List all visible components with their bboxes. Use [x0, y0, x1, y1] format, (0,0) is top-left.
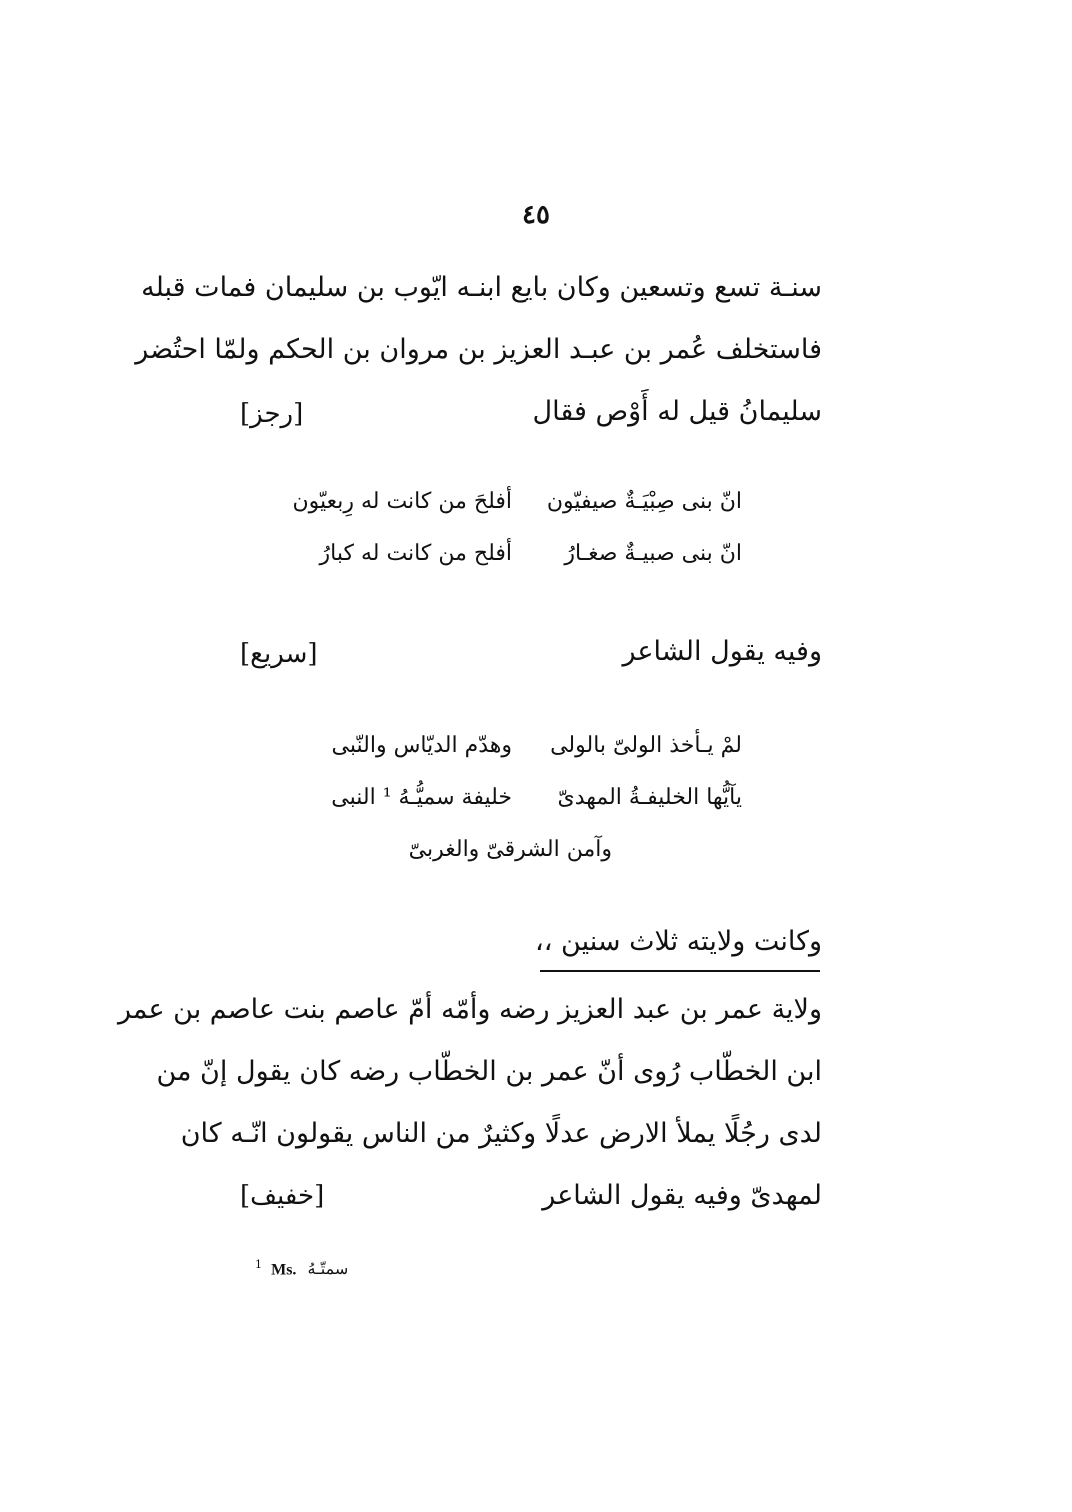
verse-hemistich-second: أفلحَ من كانت له رِبعيّون — [292, 489, 512, 514]
verse-hemistich-first: انّ بنى صبيـةٌ صغـارُ — [564, 541, 742, 566]
verse-hemistich-second: وهدّم الديّاس والنّبى — [331, 733, 512, 758]
prose-line-2: فاستخلف عُمر بن عبـد العزيز بن مروان بن الحكم ولمّا احتُضر — [135, 334, 822, 365]
verse-hemistich-first: يآيُّها الخليفـةُ المهدىّ — [557, 785, 742, 810]
prose-line-6: لدى رجُلًا يملأ الارض عدلًا وكثيرٌ من الناس يقولون انّـه كان — [180, 1118, 822, 1149]
prose-line-3: سليمانُ قيل له أَوْص فقال — [532, 396, 822, 427]
meter-label-sari: [سريع] — [240, 639, 318, 669]
footnote — [255, 1258, 348, 1279]
meter-label-rajaz: [رجز] — [240, 399, 304, 429]
prose-line-4: ولاية عمر بن عبد العزيز رضه وأمّه أمّ عاصم بنت عاصم بن عمر — [117, 994, 822, 1025]
verse-row — [0, 536, 1072, 572]
section-heading-reign: وكانت ولايته ثلاث سنين ،، — [535, 926, 822, 957]
verse-hemistich-first: لمْ يـأخذ الولىّ بالولى — [550, 733, 742, 758]
verse-row — [0, 728, 1072, 764]
section-divider — [540, 970, 820, 972]
prose-line-poet-intro: وفيه يقول الشاعر — [622, 636, 822, 667]
verse-single-line: وآمن الشرقىّ والغربىّ — [408, 837, 612, 862]
verse-hemistich-second: أفلح من كانت له كبارُ — [319, 541, 512, 566]
footnote-text: سمتّـهُ — [307, 1259, 349, 1279]
verse-row — [0, 780, 1072, 816]
page-number: ٤٥ — [522, 200, 550, 230]
prose-line-5: ابن الخطّاب رُوى أنّ عمر بن الخطّاب رضه كان يقول إنّ من — [156, 1056, 822, 1087]
prose-line-7: لمهدىّ وفيه يقول الشاعر — [542, 1180, 822, 1211]
verse-hemistich-second: خليفة سميُّـهُ ¹ النبى — [331, 785, 512, 810]
verse-hemistich-first: انّ بنى صِبْيَـةٌ صيفيّون — [546, 489, 742, 514]
prose-line-1: سنـة تسع وتسعين وكان بايع ابنـه ايّوب بن سليمان فمات قبله — [141, 272, 822, 303]
footnote-label: Ms. — [271, 1261, 297, 1279]
meter-label-khafif: [خفيف] — [240, 1181, 325, 1211]
footnote-mark: 1 — [255, 1258, 262, 1271]
verse-row — [0, 484, 1072, 520]
